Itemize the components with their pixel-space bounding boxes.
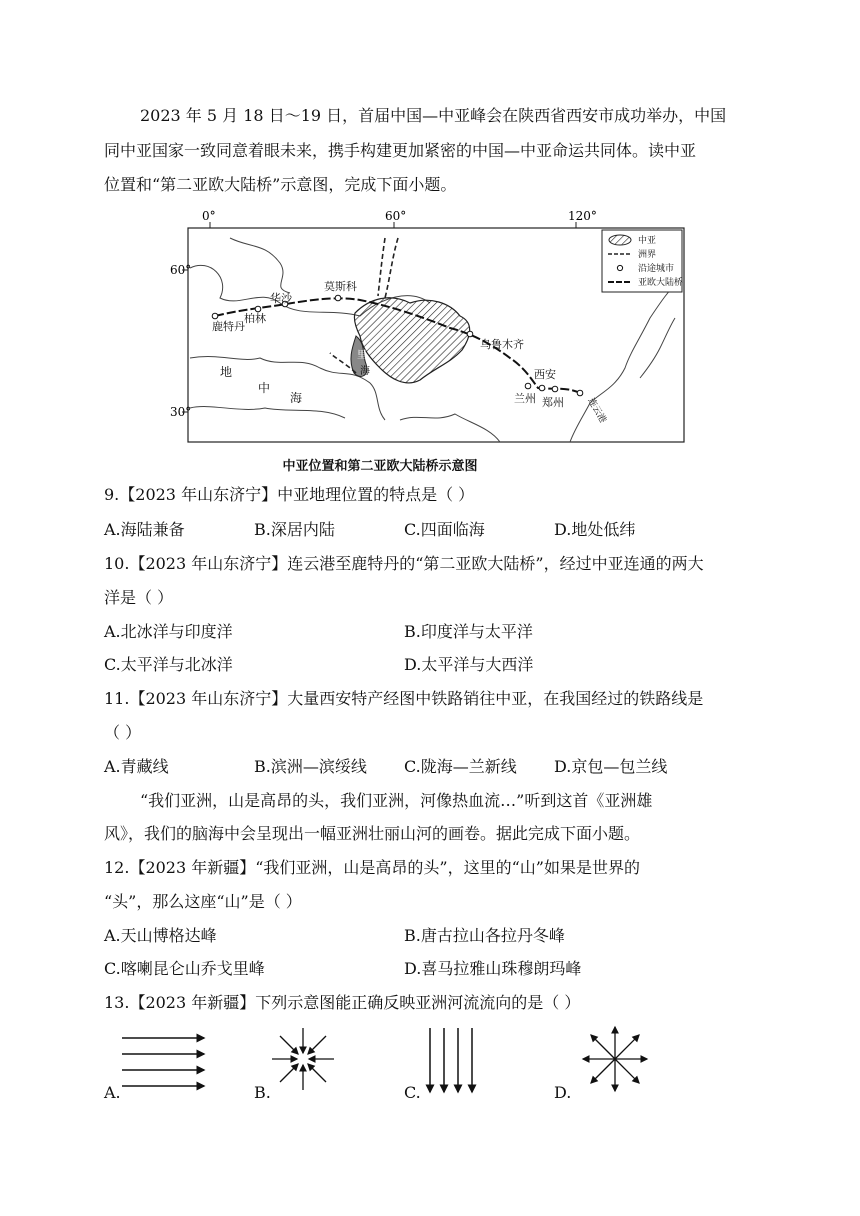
q11-stem: 11.【2023 年山东济宁】大量西安特产经图中铁路销往中亚，在我国经过的铁路线是 (104, 689, 704, 708)
arrow-b-nw (280, 1036, 298, 1054)
legend-central-asia-swatch (609, 235, 631, 245)
q9-option-c: C.四面临海 (404, 520, 485, 539)
arrow-b-sw (280, 1064, 298, 1082)
q10-option-c: C.太平洋与北冰洋 (104, 655, 233, 674)
city-urumqi (467, 331, 473, 337)
city-lianyungang (577, 390, 583, 396)
city-xian (539, 385, 545, 391)
q13-diagram-d (580, 1024, 650, 1094)
q12-option-c: C.喀喇昆仑山乔戈里峰 (104, 959, 265, 978)
arrow-d-nw (591, 1035, 615, 1059)
label-urumqi: 乌鲁木齐 (480, 338, 524, 351)
lon-label-120: 120° (568, 209, 597, 223)
arrow-b-ne (308, 1036, 326, 1054)
legend-label-central-asia: 中亚 (638, 236, 657, 246)
city-lanzhou (525, 383, 531, 389)
label-zhengzhou: 郑州 (542, 396, 564, 409)
lat-label-30: 30° (170, 405, 192, 419)
label-caspian-2: 海 (360, 366, 370, 377)
legend-label-city: 沿途城市 (638, 264, 675, 274)
label-rotterdam: 鹿特丹 (212, 320, 245, 333)
city-rotterdam (212, 313, 218, 319)
label-med-2: 中 (258, 381, 271, 395)
q12-option-a: A.天山博格达峰 (104, 926, 217, 945)
lon-label-0: 0° (202, 209, 216, 223)
label-med-1: 地 (220, 365, 233, 379)
q12-stem-2: “头”，那么这座“山”是（ ） (104, 892, 302, 911)
map-legend (602, 230, 683, 292)
q10-stem: 10.【2023 年山东济宁】连云港至鹿特丹的“第二亚欧大陆桥”，经过中亚连通的两大 (104, 554, 704, 573)
label-xian: 西安 (534, 368, 556, 381)
q13-diagram-c (420, 1026, 480, 1096)
label-berlin: 柏林 (244, 312, 266, 325)
legend-label-boundary: 洲界 (638, 250, 657, 260)
q12-option-d: D.喜马拉雅山珠穆朗玛峰 (404, 959, 582, 978)
q10-option-b: B.印度洋与太平洋 (404, 622, 533, 641)
q11-option-c: C.陇海—兰新线 (404, 757, 517, 776)
arrow-d-sw (591, 1059, 615, 1083)
legend-label-railway: 亚欧大陆桥 (638, 278, 684, 288)
q10-option-a: A.北冰洋与印度洋 (104, 622, 233, 641)
q13-diagram-b (270, 1026, 336, 1092)
map-caption: 中亚位置和第二亚欧大陆桥示意图 (282, 459, 478, 474)
label-caspian-1: 里 (357, 350, 367, 361)
q11-option-b: B.滨洲—滨绥线 (254, 757, 367, 776)
label-warsaw: 华沙 (270, 292, 292, 305)
intro-line-3: 位置和“第二亚欧大陆桥”示意图，完成下面小题。 (104, 175, 457, 194)
q9-option-a: A.海陆兼备 (104, 520, 185, 539)
arrow-b-se (308, 1064, 326, 1082)
q13-stem: 13.【2023 年新疆】下列示意图能正确反映亚洲河流流向的是（ ） (104, 993, 581, 1012)
q12-option-b: B.唐古拉山各拉丹冬峰 (404, 926, 565, 945)
q11-option-a: A.青藏线 (104, 757, 169, 776)
intro-line-2: 同中亚国家一致同意着眼未来，携手构建更加紧密的中国—中亚命运共同体。读中亚 (104, 141, 697, 160)
lon-label-60: 60° (385, 209, 407, 223)
q9-option-b: B.深居内陆 (254, 520, 335, 539)
q11-stem-2: （ ） (104, 723, 142, 742)
q10-option-d: D.太平洋与大西洋 (404, 655, 534, 674)
intro-line-1: 2023 年 5 月 18 日～19 日，首届中国—中亚峰会在陕西省西安市成功举办，中国 (140, 106, 727, 125)
arrow-d-ne (615, 1035, 639, 1059)
q12-stem: 12.【2023 年新疆】“我们亚洲，山是高昂的头”，这里的“山”如果是世界的 (104, 858, 640, 877)
label-lianyungang: 连云港 (585, 396, 608, 425)
q9-stem: 9.【2023 年山东济宁】中亚地理位置的特点是（ ） (104, 485, 475, 504)
central-asia-map (170, 208, 692, 446)
city-zhengzhou (552, 386, 558, 392)
q13-diagram-a (120, 1030, 210, 1095)
q13-option-a: A. (104, 1083, 121, 1102)
lat-label-60: 60° (170, 263, 192, 277)
label-moscow: 莫斯科 (324, 280, 357, 293)
q13-option-b: B. (254, 1083, 271, 1102)
passage-line-2: 风》，我们的脑海中会呈现出一幅亚洲壮丽山河的画卷。据此完成下面小题。 (104, 824, 641, 843)
label-lanzhou: 兰州 (514, 392, 536, 405)
legend-city-swatch (617, 265, 622, 270)
q13-option-d: D. (554, 1083, 572, 1102)
arrow-d-se (615, 1059, 639, 1083)
passage-line-1: “我们亚洲，山是高昂的头，我们亚洲，河像热血流…”听到这首《亚洲雄 (140, 791, 653, 810)
q11-option-d: D.京包—包兰线 (554, 757, 668, 776)
q9-option-d: D.地处低纬 (554, 520, 636, 539)
q10-stem-2: 洋是（ ） (104, 588, 174, 607)
city-moscow (335, 295, 341, 301)
label-med-3: 海 (290, 391, 303, 405)
q13-option-c: C. (404, 1083, 421, 1102)
city-berlin (255, 306, 261, 312)
